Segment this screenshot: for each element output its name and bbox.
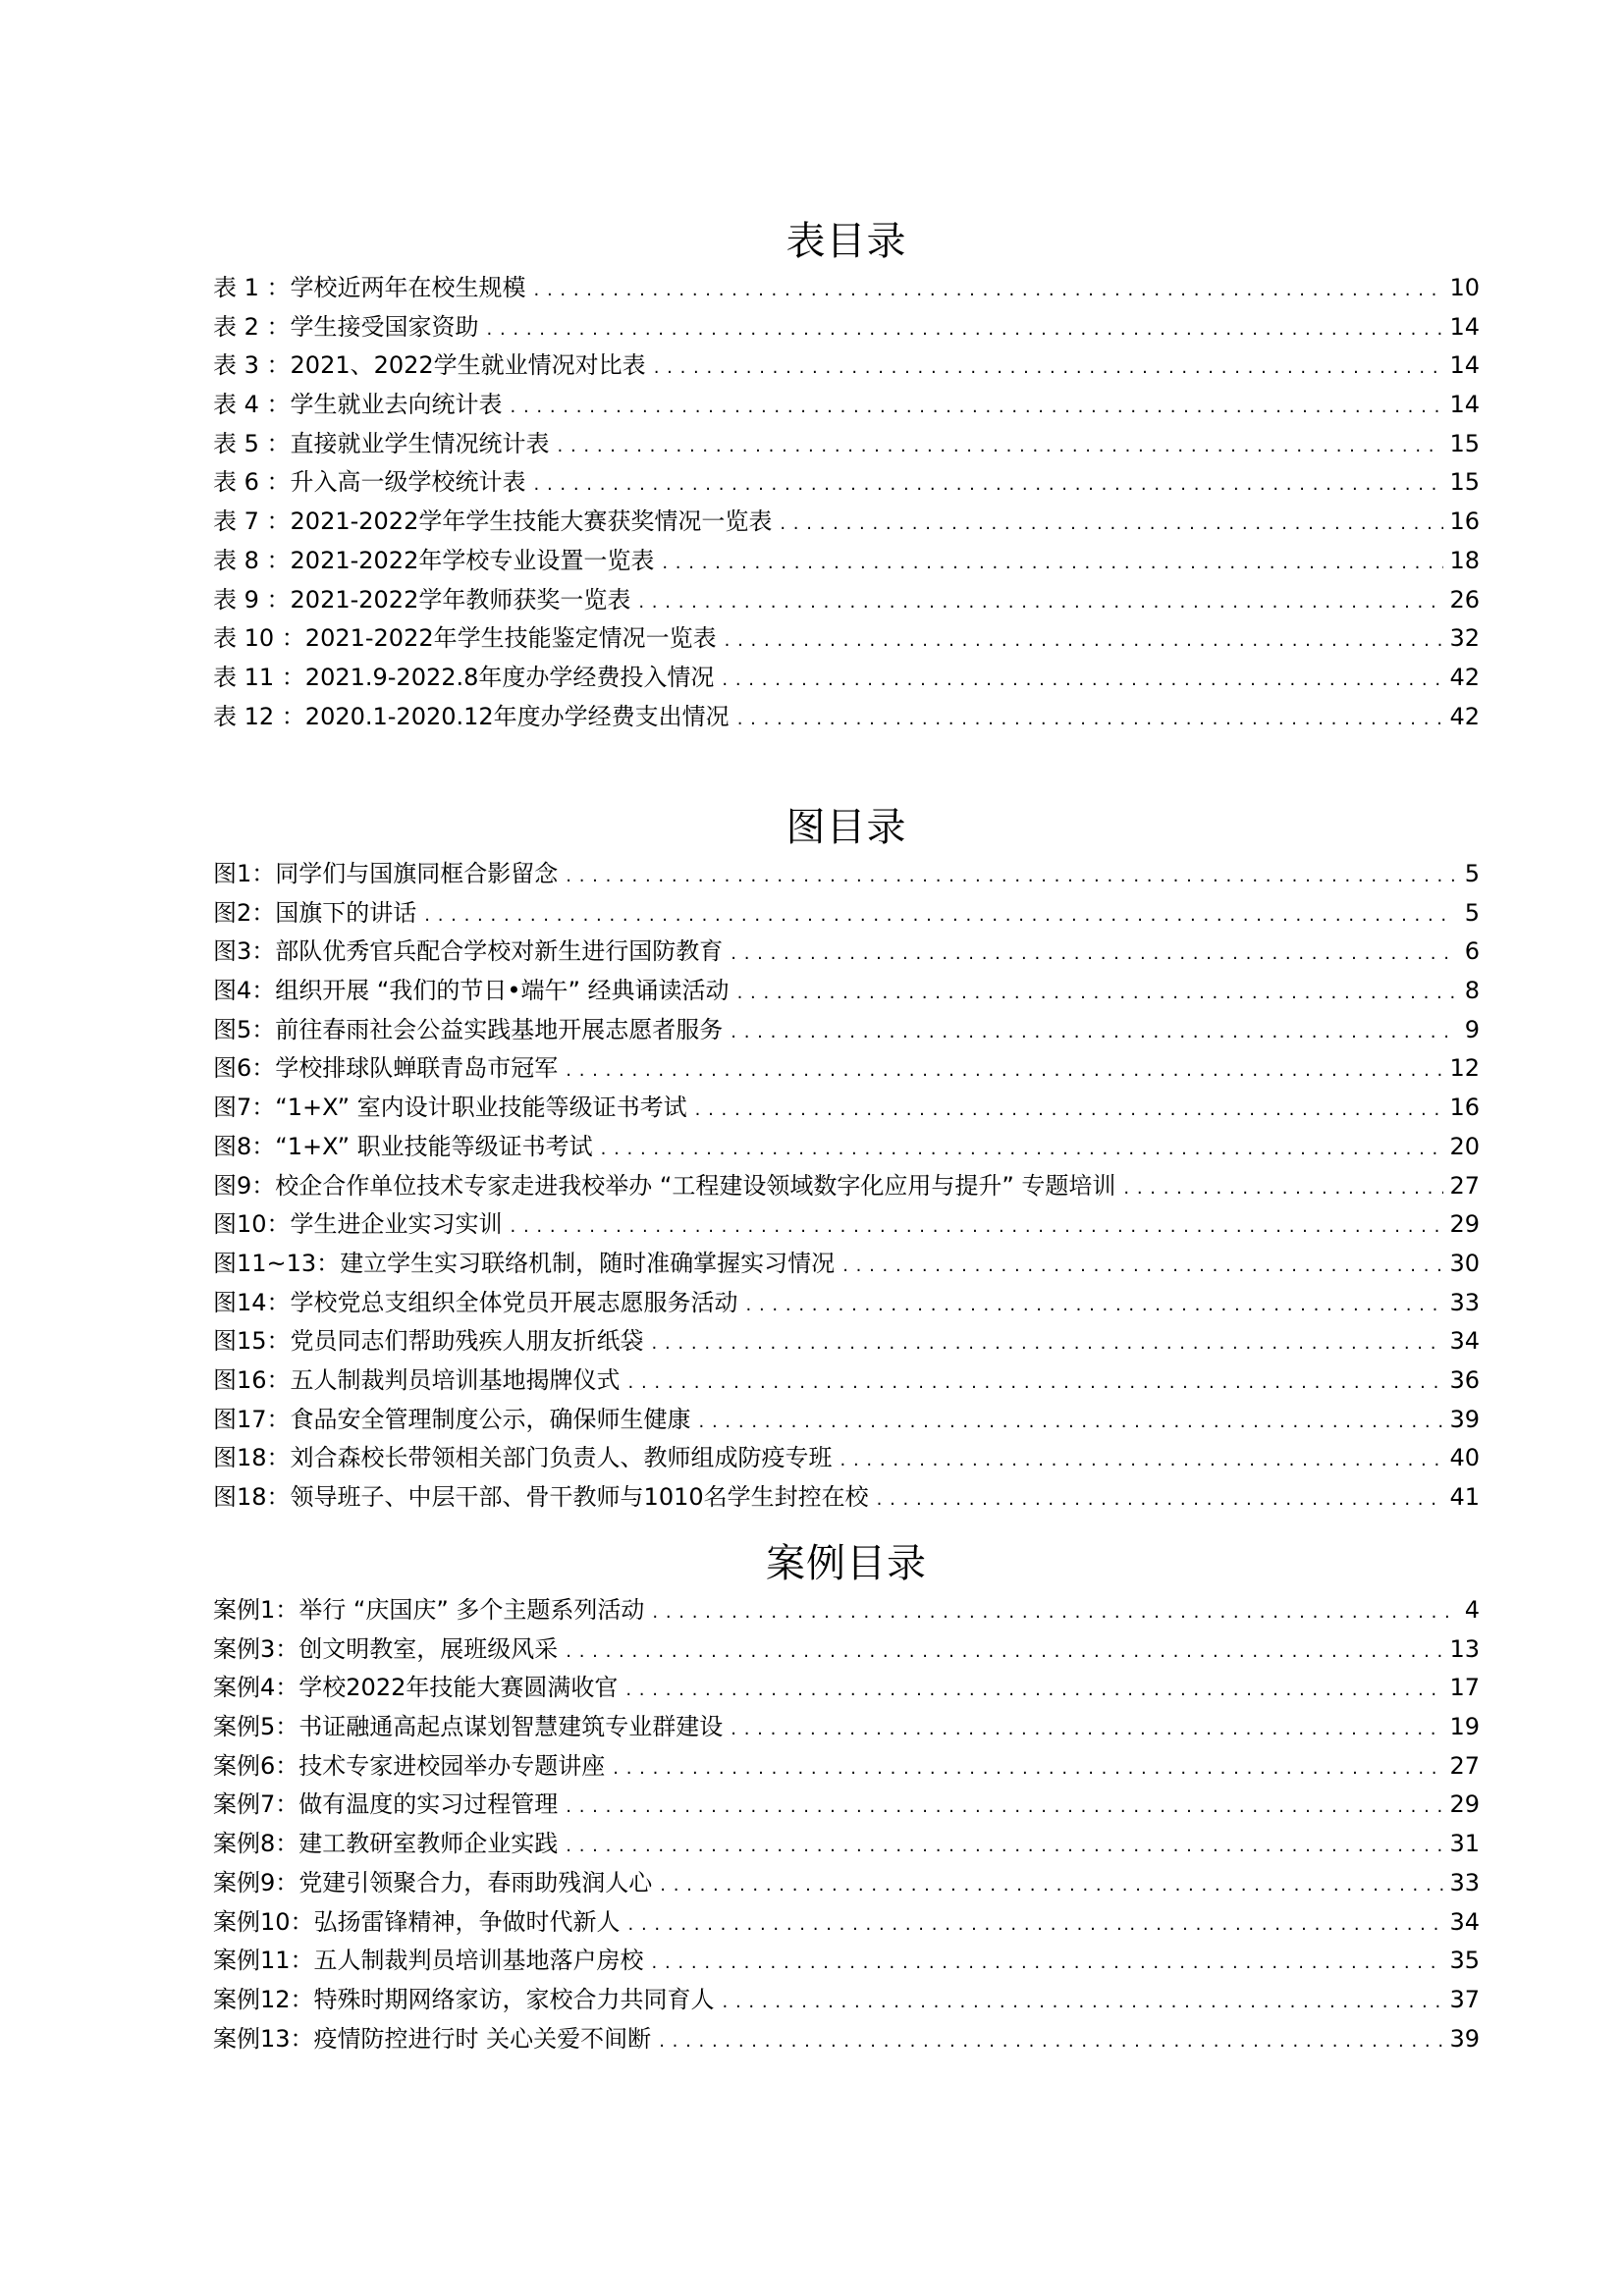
toc-entry[interactable]	[213, 463, 1480, 503]
toc-entry-page-number: 40	[1449, 1444, 1480, 1472]
toc-entry-title: “1+X” 室内设计职业技能等级证书考试	[275, 1094, 687, 1122]
dot-leader	[660, 1864, 1443, 1905]
toc-entry-title: 国旗下的讲话	[275, 898, 417, 927]
figure-list	[213, 855, 1480, 1518]
dot-leader	[877, 1478, 1444, 1520]
toc-entry-page-number: 20	[1449, 1132, 1480, 1160]
toc-entry-page-number: 14	[1449, 351, 1480, 380]
toc-entry[interactable]	[213, 308, 1480, 347]
toc-entry-page-number: 36	[1449, 1365, 1480, 1394]
toc-entry[interactable]	[213, 269, 1480, 308]
toc-entry-page-number: 16	[1449, 507, 1480, 536]
toc-entry-title: 2021、2022学生就业情况对比表	[290, 351, 646, 380]
dot-leader	[613, 1747, 1443, 1789]
dot-leader	[737, 698, 1444, 739]
toc-entry-page-number: 33	[1449, 1288, 1480, 1316]
toc-entry[interactable]	[213, 503, 1480, 542]
toc-entry[interactable]	[213, 1205, 1480, 1245]
toc-entry-title: 学校2022年技能大赛圆满收官	[298, 1674, 619, 1702]
toc-entry-title: 学生接受国家资助	[290, 312, 479, 341]
toc-entry[interactable]	[213, 1245, 1480, 1284]
dot-leader	[487, 308, 1444, 349]
toc-entry-label: 图14：	[213, 1288, 291, 1316]
dot-leader	[1123, 1167, 1443, 1208]
toc-entry-page-number: 41	[1449, 1483, 1480, 1511]
dot-leader	[659, 2020, 1443, 2061]
toc-entry[interactable]	[213, 619, 1480, 659]
toc-entry[interactable]	[213, 1322, 1480, 1362]
toc-entry-label: 图5：	[213, 1015, 276, 1043]
toc-entry-label: 案例6：	[213, 1751, 299, 1780]
toc-entry[interactable]	[213, 698, 1480, 737]
toc-entry-page-number: 35	[1449, 1947, 1480, 1975]
toc-entry-page-number: 6	[1464, 937, 1480, 966]
toc-entry[interactable]	[213, 1786, 1480, 1825]
toc-entry-label: 表 2 ：	[213, 312, 291, 341]
toc-entry[interactable]	[213, 581, 1480, 620]
toc-entry-label: 图15：	[213, 1327, 291, 1356]
toc-entry-label: 图18：	[213, 1483, 291, 1511]
toc-entry-label: 图10：	[213, 1210, 291, 1239]
dot-leader	[722, 659, 1443, 700]
toc-entry-label: 图17：	[213, 1405, 291, 1433]
toc-entry-page-number: 13	[1449, 1634, 1480, 1663]
dot-leader	[534, 463, 1444, 505]
toc-entry-page-number: 18	[1449, 546, 1480, 574]
toc-entry-title: 组织开展 “我们的节日•端午” 经典诵读活动	[275, 977, 730, 1005]
toc-entry-title: 校企合作单位技术专家走进我校举办 “工程建设领域数字化应用与提升” 专题培训	[275, 1171, 1116, 1200]
toc-entry[interactable]	[213, 1747, 1480, 1787]
toc-entry[interactable]	[213, 347, 1480, 386]
dot-leader	[842, 1245, 1443, 1286]
toc-entry-label: 表 4 ：	[213, 391, 291, 419]
dot-leader	[638, 581, 1443, 622]
toc-entry-page-number: 26	[1449, 585, 1480, 614]
toc-entry-title: 特殊时期网络家访，家校合力共同育人	[313, 1985, 715, 2013]
toc-entry-title: 升入高一级学校统计表	[290, 468, 526, 497]
toc-entry-page-number: 12	[1449, 1054, 1480, 1083]
toc-entry-label: 表 6 ：	[213, 468, 291, 497]
dot-leader	[534, 269, 1444, 310]
toc-entry[interactable]	[213, 1903, 1480, 1943]
dot-leader	[780, 503, 1443, 544]
toc-entry[interactable]	[213, 1825, 1480, 1864]
toc-entry-label: 案例10：	[213, 1907, 314, 1936]
dot-leader	[746, 1284, 1444, 1325]
toc-entry-title: 建工教研室教师企业实践	[298, 1830, 559, 1858]
toc-entry-title: 学生进企业实习实训	[290, 1210, 503, 1239]
toc-entry-label: 表 7 ：	[213, 507, 291, 536]
toc-entry-label: 表 12 ：	[213, 702, 305, 730]
toc-entry-title: 党员同志们帮助残疾人朋友折纸袋	[290, 1327, 644, 1356]
toc-entry-label: 表 9 ：	[213, 585, 291, 614]
toc-entry[interactable]	[213, 1942, 1480, 1981]
toc-entry-label: 案例4：	[213, 1674, 299, 1702]
toc-entry-page-number: 42	[1449, 663, 1480, 691]
toc-entry-title: 2021-2022年学生技能鉴定情况一览表	[304, 624, 717, 653]
dot-leader	[725, 619, 1444, 661]
toc-entry[interactable]	[213, 542, 1480, 581]
toc-entry-page-number: 17	[1449, 1674, 1480, 1702]
toc-entry-label: 案例7：	[213, 1790, 299, 1819]
toc-entry-label: 案例5：	[213, 1713, 299, 1741]
toc-entry-title: 建立学生实习联络机制，随时准确掌握实习情况	[340, 1249, 836, 1277]
case-list-heading: 案例目录	[766, 1541, 927, 1586]
toc-entry-title: 学生就业去向统计表	[290, 391, 503, 419]
toc-entry-label: 图2：	[213, 898, 276, 927]
toc-entry-title: 部队优秀官兵配合学校对新生进行国防教育	[275, 937, 724, 966]
toc-entry-page-number: 37	[1449, 1985, 1480, 2013]
toc-entry-title: 党建引领聚合力，春雨助残润人心	[298, 1868, 653, 1896]
toc-entry[interactable]	[213, 1167, 1480, 1206]
dot-leader	[652, 1322, 1444, 1363]
dot-leader	[511, 386, 1444, 427]
toc-entry[interactable]	[213, 659, 1480, 698]
toc-entry-page-number: 29	[1449, 1790, 1480, 1819]
toc-entry-label: 表 3 ：	[213, 351, 291, 380]
toc-entry-page-number: 19	[1449, 1713, 1480, 1741]
toc-entry-page-number: 5	[1464, 860, 1480, 887]
toc-entry-page-number: 14	[1449, 391, 1480, 419]
toc-entry[interactable]	[213, 894, 1480, 934]
toc-entry-title: 五人制裁判员培训基地落户房校	[313, 1947, 644, 1975]
toc-entry-label: 图7：	[213, 1094, 276, 1122]
toc-entry-title: “1+X” 职业技能等级证书考试	[275, 1132, 593, 1160]
toc-entry-page-number: 9	[1464, 1015, 1480, 1043]
toc-entry[interactable]	[213, 1128, 1480, 1167]
dot-leader	[662, 542, 1443, 583]
toc-entry-page-number: 32	[1449, 624, 1480, 653]
dot-leader	[652, 1942, 1444, 1983]
case-list	[213, 1591, 1480, 2058]
toc-entry-title: 领导班子、中层干部、骨干教师与1010名学生封控在校	[290, 1483, 869, 1511]
toc-entry-title: 疫情防控进行时 关心关爱不间断	[313, 2024, 652, 2053]
toc-entry[interactable]	[213, 1669, 1480, 1708]
toc-entry-page-number: 34	[1449, 1907, 1480, 1936]
toc-entry-page-number: 4	[1464, 1596, 1480, 1624]
toc-entry[interactable]	[213, 933, 1480, 972]
dot-leader	[731, 1708, 1443, 1749]
toc-entry[interactable]	[213, 1981, 1480, 2020]
toc-entry-label: 图11~13：	[213, 1249, 341, 1277]
toc-entry-title: 2021-2022年学校专业设置一览表	[290, 546, 655, 574]
toc-entry-title: 做有温度的实习过程管理	[298, 1790, 559, 1819]
toc-entry-label: 表 11 ：	[213, 663, 305, 691]
toc-entry-page-number: 29	[1449, 1210, 1480, 1239]
dot-leader	[654, 347, 1444, 388]
toc-entry[interactable]	[213, 1708, 1480, 1747]
toc-entry-page-number: 30	[1449, 1249, 1480, 1277]
dot-leader	[625, 1669, 1443, 1710]
toc-entry-label: 案例8：	[213, 1830, 299, 1858]
toc-entry-page-number: 5	[1464, 898, 1480, 927]
toc-entry-page-number: 14	[1449, 312, 1480, 341]
dot-leader	[511, 1205, 1444, 1247]
dot-leader	[737, 972, 1454, 1013]
toc-entry-title: 书证融通高起点谋划智慧建筑专业群建设	[298, 1713, 724, 1741]
toc-entry[interactable]	[213, 1089, 1480, 1128]
toc-entry-title: 举行 “庆国庆” 多个主题系列活动	[298, 1596, 645, 1624]
toc-entry-title: 2021-2022学年教师获奖一览表	[290, 585, 631, 614]
dot-leader	[840, 1439, 1444, 1480]
dot-leader	[731, 933, 1454, 974]
toc-entry-label: 图1：	[213, 860, 276, 887]
toc-entry-label: 图4：	[213, 977, 276, 1005]
toc-entry[interactable]	[213, 855, 1480, 894]
toc-entry-title: 前往春雨社会公益实践基地开展志愿者服务	[275, 1015, 724, 1043]
toc-entry-label: 图8：	[213, 1132, 276, 1160]
dot-leader	[558, 425, 1444, 466]
toc-entry-label: 表 8 ：	[213, 546, 291, 574]
toc-entry-page-number: 34	[1449, 1327, 1480, 1356]
toc-entry[interactable]	[213, 425, 1480, 464]
toc-entry[interactable]	[213, 1478, 1480, 1518]
toc-entry-label: 图18：	[213, 1444, 291, 1472]
toc-entry-page-number: 27	[1449, 1751, 1480, 1780]
toc-entry[interactable]	[213, 1362, 1480, 1401]
toc-entry-page-number: 16	[1449, 1094, 1480, 1122]
toc-entry-page-number: 15	[1449, 429, 1480, 457]
toc-entry-title: 2020.1-2020.12年度办学经费支出情况	[304, 702, 730, 730]
toc-entry-label: 表 1 ：	[213, 274, 291, 301]
toc-entry[interactable]	[213, 1011, 1480, 1050]
toc-entry[interactable]	[213, 1591, 1480, 1630]
toc-entry-title: 技术专家进校园举办专题讲座	[298, 1751, 606, 1780]
toc-entry[interactable]	[213, 1049, 1480, 1089]
toc-entry-label: 图9：	[213, 1171, 276, 1200]
dot-leader	[628, 1903, 1444, 1945]
toc-entry-title: 学校近两年在校生规模	[290, 274, 526, 301]
table-list-section	[213, 214, 1480, 736]
toc-entry-title: 刘合森校长带领相关部门负责人、教师组成防疫专班	[290, 1444, 833, 1472]
dot-leader	[566, 855, 1454, 896]
toc-entry-page-number: 10	[1449, 274, 1480, 301]
toc-entry-label: 图16：	[213, 1365, 291, 1394]
toc-entry-title: 直接就业学生情况统计表	[290, 429, 550, 457]
toc-entry-page-number: 15	[1449, 468, 1480, 497]
toc-entry-title: 同学们与国旗同框合影留念	[275, 860, 559, 887]
toc-entry[interactable]	[213, 1284, 1480, 1323]
toc-entry-page-number: 42	[1449, 702, 1480, 730]
case-list-section	[213, 1536, 1480, 2058]
toc-entry-page-number: 39	[1449, 2024, 1480, 2053]
dot-leader	[566, 1786, 1443, 1827]
table-list	[213, 269, 1480, 736]
toc-entry-title: 弘扬雷锋精神，争做时代新人	[313, 1907, 621, 1936]
toc-entry-label: 案例1：	[213, 1596, 299, 1624]
toc-entry-title: 2021.9-2022.8年度办学经费投入情况	[304, 663, 715, 691]
dot-leader	[699, 1401, 1444, 1442]
toc-entry-title: 食品安全管理制度公示，确保师生健康	[290, 1405, 691, 1433]
toc-entry-page-number: 8	[1464, 977, 1480, 1005]
toc-entry-page-number: 27	[1449, 1171, 1480, 1200]
toc-entry-label: 案例9：	[213, 1868, 299, 1896]
toc-entry[interactable]	[213, 386, 1480, 425]
toc-entry[interactable]	[213, 1401, 1480, 1440]
dot-leader	[566, 1630, 1443, 1672]
figure-list-heading: 图目录	[785, 805, 907, 850]
toc-entry-label: 案例13：	[213, 2024, 314, 2053]
dot-leader	[695, 1089, 1444, 1130]
dot-leader	[601, 1128, 1444, 1169]
dot-leader	[652, 1591, 1454, 1632]
toc-entry-label: 案例12：	[213, 1985, 314, 2013]
dot-leader	[731, 1011, 1454, 1052]
dot-leader	[566, 1049, 1443, 1091]
toc-entry-label: 图6：	[213, 1054, 276, 1083]
dot-leader	[723, 1981, 1444, 2022]
toc-entry-title: 创文明教室，展班级风采	[298, 1634, 559, 1663]
toc-entry[interactable]	[213, 1630, 1480, 1670]
toc-entry-label: 表 10 ：	[213, 624, 305, 653]
toc-entry-page-number: 31	[1449, 1830, 1480, 1858]
dot-leader	[424, 894, 1454, 935]
toc-entry[interactable]	[213, 1864, 1480, 1903]
toc-entry-title: 五人制裁判员培训基地揭牌仪式	[290, 1365, 621, 1394]
dot-leader	[628, 1362, 1444, 1403]
toc-entry-title: 学校排球队蝉联青岛市冠军	[275, 1054, 559, 1083]
toc-entry-page-number: 39	[1449, 1405, 1480, 1433]
toc-entry-label: 案例3：	[213, 1634, 299, 1663]
toc-entry-label: 案例11：	[213, 1947, 314, 1975]
toc-entry-label: 图3：	[213, 937, 276, 966]
dot-leader	[566, 1825, 1443, 1866]
toc-entry-title: 2021-2022学年学生技能大赛获奖情况一览表	[290, 507, 773, 536]
toc-entry[interactable]	[213, 1439, 1480, 1478]
toc-entry-page-number: 33	[1449, 1868, 1480, 1896]
toc-entry-title: 学校党总支组织全体党员开展志愿服务活动	[290, 1288, 738, 1316]
toc-entry-label: 表 5 ：	[213, 429, 291, 457]
figure-list-section	[213, 800, 1480, 1518]
toc-entry[interactable]	[213, 2020, 1480, 2059]
table-list-heading: 表目录	[785, 219, 907, 264]
toc-entry[interactable]	[213, 972, 1480, 1011]
